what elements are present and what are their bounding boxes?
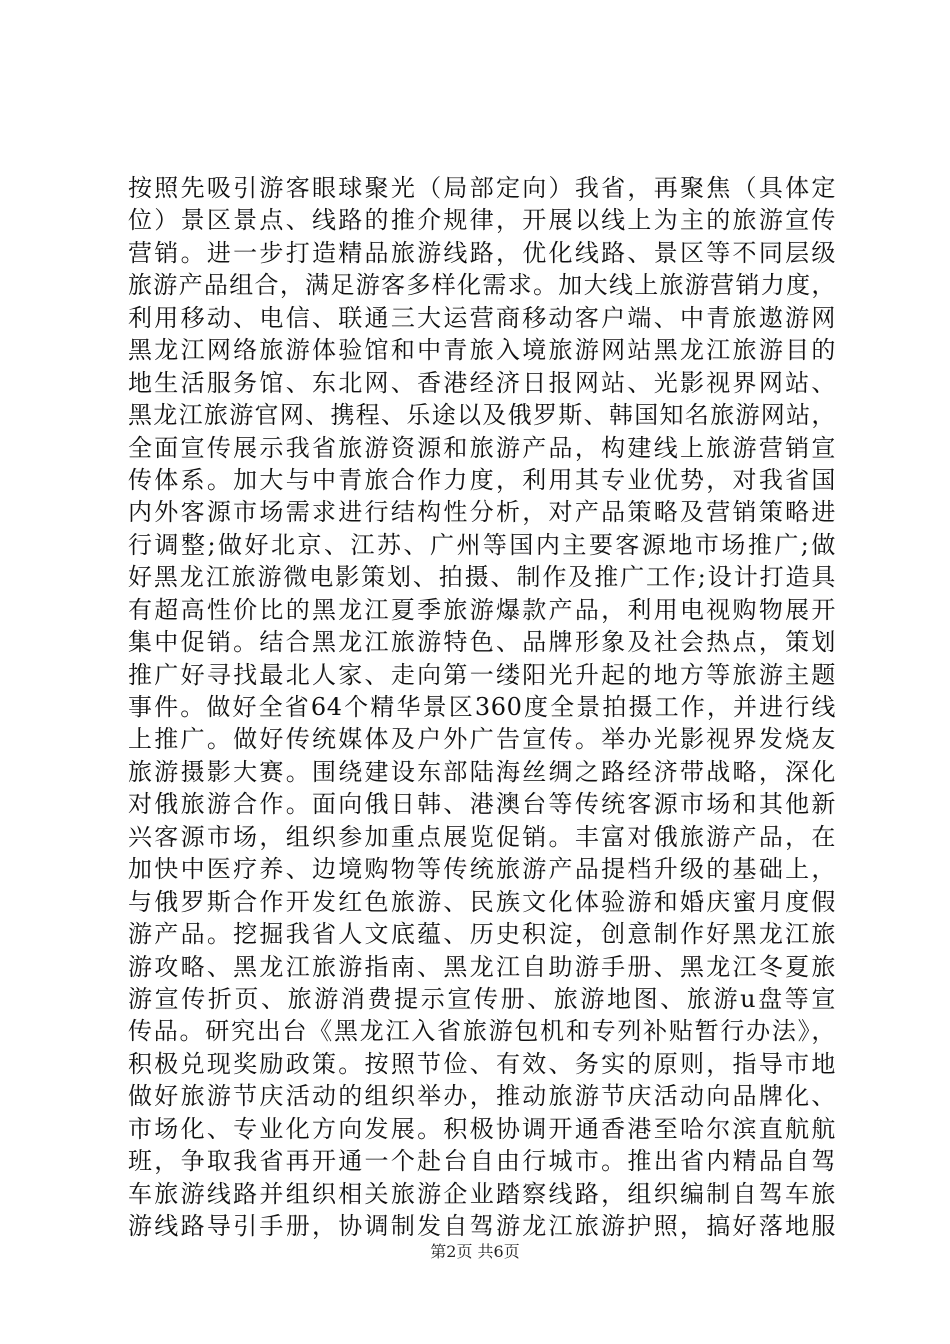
body-paragraph [128, 172, 836, 1242]
text-line: 传体系。加大与中青旅合作力度，利用其专业优势，对我省国 [128, 465, 836, 494]
text-line: 地生活服务馆、东北网、香港经济日报网站、光影视界网站、 [128, 368, 836, 397]
text-line: 兴客源市场，组织参加重点展览促销。丰富对俄旅游产品，在 [128, 822, 836, 851]
text-line: 营销。进一步打造精品旅游线路，优化线路、景区等不同层级 [128, 238, 836, 267]
text-line: 黑龙江网络旅游体验馆和中青旅入境旅游网站黑龙江旅游目的 [128, 336, 836, 365]
text-line: 积极兑现奖励政策。按照节俭、有效、务实的原则，指导市地 [128, 1049, 836, 1078]
text-line: 有超高性价比的黑龙江夏季旅游爆款产品，利用电视购物展开 [128, 595, 836, 624]
text-line: 班，争取我省再开通一个赴台自由行城市。推出省内精品自驾 [128, 1147, 836, 1176]
text-line: 传品。研究出台《黑龙江入省旅游包机和专列补贴暂行办法》， [128, 1017, 836, 1046]
text-line: 市场化、专业化方向发展。积极协调开通香港至哈尔滨直航航 [128, 1114, 836, 1143]
text-line: 位）景区景点、线路的推介规律，开展以线上为主的旅游宣传 [128, 206, 836, 235]
text-line: 与俄罗斯合作开发红色旅游、民族文化体验游和婚庆蜜月度假 [128, 887, 836, 916]
text-line: 游宣传折页、旅游消费提示宣传册、旅游地图、旅游u盘等宣 [128, 984, 836, 1013]
text-line: 车旅游线路并组织相关旅游企业踏察线路，组织编制自驾车旅 [128, 1179, 836, 1208]
text-line: 利用移动、电信、联通三大运营商移动客户端、中青旅遨游网 [128, 303, 836, 332]
text-line: 推广好寻找最北人家、走向第一缕阳光升起的地方等旅游主题 [128, 660, 836, 689]
text-line: 旅游摄影大赛。围绕建设东部陆海丝绸之路经济带战略，深化 [128, 757, 836, 786]
text-line: 游产品。挖掘我省人文底蕴、历史积淀，创意制作好黑龙江旅 [128, 920, 836, 949]
text-line: 全面宣传展示我省旅游资源和旅游产品，构建线上旅游营销宣 [128, 433, 836, 462]
text-line: 游攻略、黑龙江旅游指南、黑龙江自助游手册、黑龙江冬夏旅 [128, 952, 836, 981]
text-line: 做好旅游节庆活动的组织举办，推动旅游节庆活动向品牌化、 [128, 1082, 836, 1111]
text-line: 黑龙江旅游官网、携程、乐途以及俄罗斯、韩国知名旅游网站， [128, 401, 836, 430]
text-line: 集中促销。结合黑龙江旅游特色、品牌形象及社会热点，策划 [128, 628, 836, 657]
text-line: 游线路导引手册，协调制发自驾游龙江旅游护照，搞好落地服 [128, 1212, 836, 1240]
text-line: 好黑龙江旅游微电影策划、拍摄、制作及推广工作;设计打造具 [128, 563, 836, 592]
text-line: 旅游产品组合，满足游客多样化需求。加大线上旅游营销力度， [128, 271, 836, 300]
text-line: 对俄旅游合作。面向俄日韩、港澳台等传统客源市场和其他新 [128, 790, 836, 819]
text-line: 按照先吸引游客眼球聚光（局部定向）我省，再聚焦（具体定 [128, 174, 836, 202]
text-line: 加快中医疗养、边境购物等传统旅游产品提档升级的基础上， [128, 855, 836, 884]
text-line: 事件。做好全省64个精华景区360度全景拍摄工作，并进行线 [128, 693, 836, 721]
page-footer: 第2页 共6页 [430, 1242, 520, 1261]
text-line: 行调整;做好北京、江苏、广州等国内主要客源地市场推广;做 [128, 530, 836, 559]
text-line: 内外客源市场需求进行结构性分析，对产品策略及营销策略进 [128, 498, 836, 527]
text-line: 上推广。做好传统媒体及户外广告宣传。举办光影视界发烧友 [128, 725, 836, 754]
